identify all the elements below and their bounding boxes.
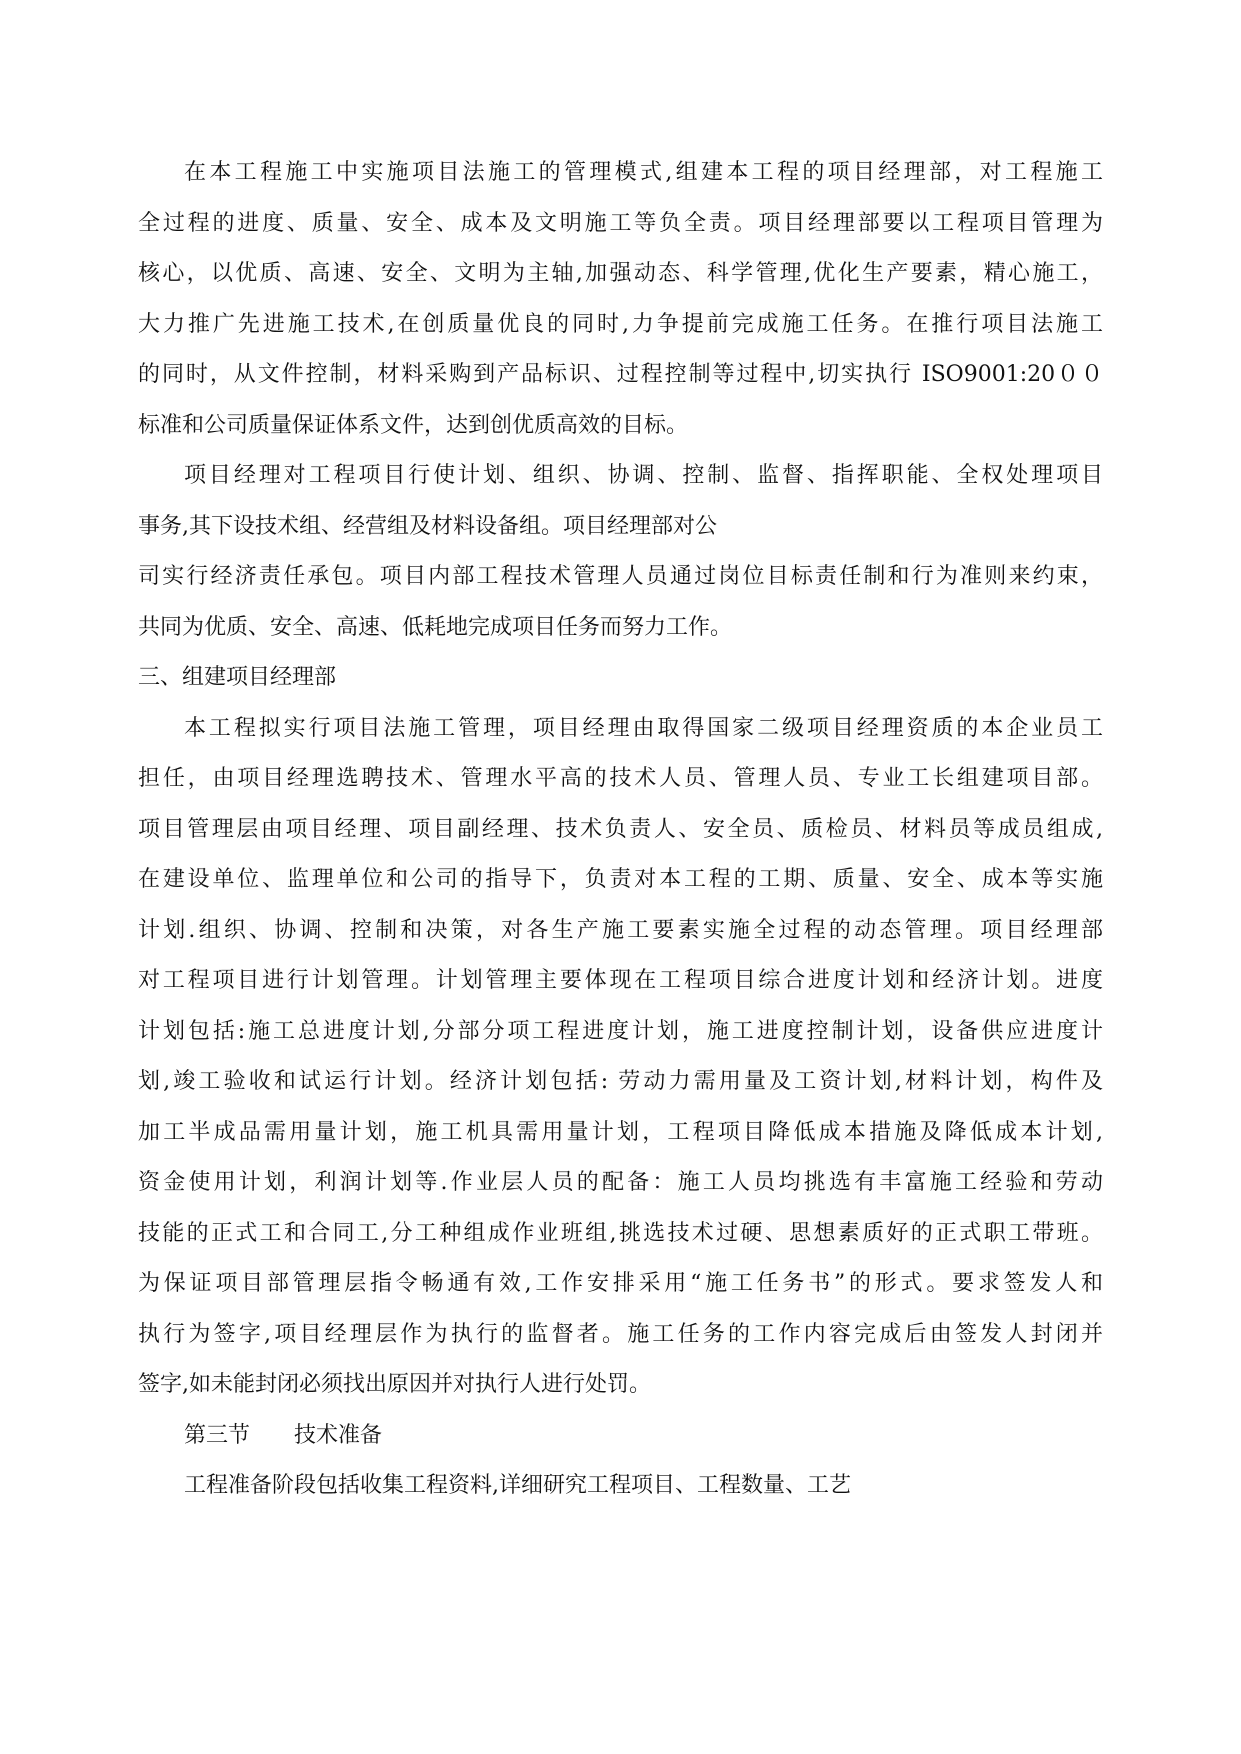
text-line: 资金使用计划，利润计划等.作业层人员的配备：施工人员均挑选有丰富施工经验和劳动 <box>138 1170 1103 1195</box>
text-line: 核心，以优质、高速、安全、文明为主轴,加强动态、科学管理,优化生产要素，精心施工， <box>138 261 1103 286</box>
text-line: 担任，由项目经理选聘技术、管理水平高的技术人员、管理人员、专业工长组建项目部。 <box>138 766 1103 791</box>
text-line: 签字,如未能封闭必须找出原因并对执行人进行处罚。 <box>138 1372 651 1397</box>
text-line: 本工程拟实行项目法施工管理，项目经理由取得国家二级项目经理资质的本企业员工 <box>184 715 1103 741</box>
text-line: 大力推广先进施工技术,在创质量优良的同时,力争提前完成施工任务。在推行项目法施工 <box>138 311 1103 337</box>
document-body <box>138 148 1103 1512</box>
text-line: 技能的正式工和合同工,分工种组成作业班组,挑选技术过硬、思想素质好的正式职工带班。 <box>138 1220 1103 1246</box>
text-line: 工程准备阶段包括收集工程资料,详细研究工程项目、工程数量、工艺 <box>184 1473 851 1498</box>
text-line: 加工半成品需用量计划，施工机具需用量计划，工程项目降低成本措施及降低成本计划, <box>138 1119 1103 1145</box>
text-line: 项目经理对工程项目行使计划、组织、协调、控制、监督、指挥职能、全权处理项目 <box>184 463 1103 488</box>
text-line: 司实行经济责任承包。项目内部工程技术管理人员通过岗位目标责任制和行为准则来约束， <box>138 564 1103 589</box>
text-line: 在建设单位、监理单位和公司的指导下，负责对本工程的工期、质量、安全、成本等实施 <box>138 867 1103 892</box>
text-line: 计划包括:施工总进度计划,分部分项工程进度计划，施工进度控制计划，设备供应进度计 <box>138 1018 1103 1044</box>
text-line: 划,竣工验收和试运行计划。经济计划包括: 劳动力需用量及工资计划,材料计划，构件及 <box>138 1069 1103 1094</box>
text-line: 为保证项目部管理层指令畅通有效,工作安排采用“施工任务书”的形式。要求签发人和 <box>138 1271 1103 1296</box>
text-line: 全过程的进度、质量、安全、成本及文明施工等负全责。项目经理部要以工程项目管理为 <box>138 210 1103 236</box>
text-line: 执行为签字,项目经理层作为执行的监督者。施工任务的工作内容完成后由签发人封闭并 <box>138 1321 1103 1347</box>
text-line: 标准和公司质量保证体系文件，达到创优质高效的目标。 <box>138 412 689 438</box>
section-heading: 三、组建项目经理部 <box>138 665 337 690</box>
text-line: 共同为优质、安全、高速、低耗地完成项目任务而努力工作。 <box>138 614 733 640</box>
section-heading: 第三节 技术准备 <box>184 1422 383 1448</box>
text-line: 事务,其下设技术组、经营组及材料设备组。项目经理部对公 <box>138 513 717 539</box>
text-line: 项目管理层由项目经理、项目副经理、技术负责人、安全员、质检员、材料员等成员组成, <box>138 816 1103 842</box>
text-line: 的同时，从文件控制，材料采购到产品标识、过程控制等过程中,切实执行 ISO9001:20００ <box>138 362 1103 387</box>
text-line: 计划.组织、协调、控制和决策，对各生产施工要素实施全过程的动态管理。项目经理部 <box>138 917 1103 943</box>
text-line: 对工程项目进行计划管理。计划管理主要体现在工程项目综合进度计划和经济计划。进度 <box>138 968 1103 993</box>
text-line: 在本工程施工中实施项目法施工的管理模式,组建本工程的项目经理部，对工程施工 <box>184 160 1103 185</box>
